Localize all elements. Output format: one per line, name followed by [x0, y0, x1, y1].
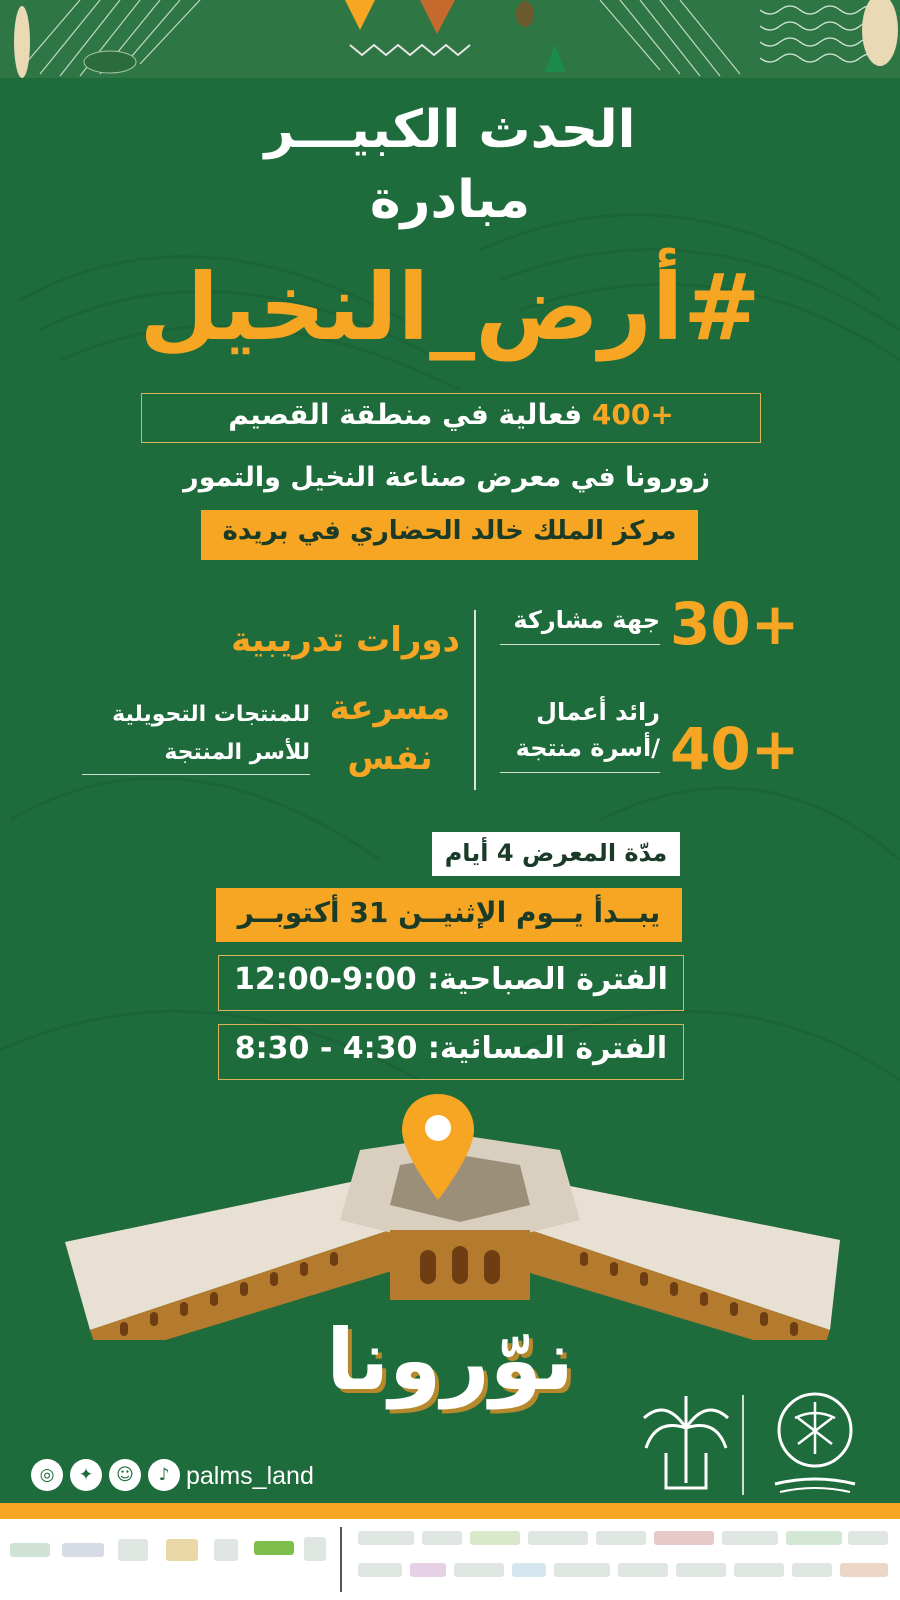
sponsor-logo	[454, 1563, 504, 1577]
sponsor-logo	[214, 1539, 238, 1561]
accelerator-desc-1: للمنتجات التحويلية	[112, 702, 310, 727]
qassim-emirate-logo	[760, 1388, 870, 1500]
entrepreneurs-number: 40+	[670, 715, 800, 783]
sponsor-logo	[840, 1563, 888, 1577]
training-courses: دورات تدريبية	[231, 620, 460, 660]
morning-text: الفترة الصباحية: 9:00-12:00	[234, 962, 668, 997]
venue-text: مركز الملك خالد الحضاري في بريدة	[222, 516, 677, 546]
cta-title: نوّرونا	[326, 1311, 574, 1409]
sponsor-logo	[512, 1563, 546, 1577]
sponsor-logo	[676, 1563, 726, 1577]
snapchat-icon[interactable]: ☺	[109, 1459, 141, 1491]
participants-underline	[500, 644, 660, 645]
sponsor-logo	[118, 1539, 148, 1561]
events-count: +400	[591, 398, 674, 431]
entrepreneurs-label-1: رائد أعمال	[536, 698, 660, 726]
accelerator-desc-2: للأسر المنتجة	[164, 740, 310, 765]
headline-line-1: الحدث الكبيـــر	[264, 100, 636, 160]
sponsor-logo	[554, 1563, 610, 1577]
sponsor-logo	[792, 1563, 832, 1577]
sponsor-logo	[734, 1563, 784, 1577]
location-pin-icon	[400, 1092, 476, 1204]
duration-text: مدّة المعرض 4 أيام	[444, 839, 668, 867]
tiktok-icon[interactable]: ♪	[148, 1459, 180, 1491]
sponsor-logo	[166, 1539, 198, 1561]
sponsor-logo	[358, 1563, 402, 1577]
sponsor-logo	[254, 1541, 294, 1555]
accelerator-underline	[82, 774, 310, 775]
stats-divider	[474, 610, 476, 790]
participants-label: جهة مشاركة	[513, 606, 660, 634]
sponsors-divider	[340, 1527, 342, 1592]
visit-text: زورونا في معرض صناعة النخيل والتمور	[183, 462, 710, 493]
sponsor-logo	[410, 1563, 446, 1577]
social-handle[interactable]: palms_land	[186, 1462, 314, 1490]
twitter-icon[interactable]: ✦	[70, 1459, 102, 1491]
headline-line-2: مبادرة	[369, 170, 531, 230]
entrepreneurs-underline	[500, 772, 660, 773]
instagram-icon[interactable]: ◎	[31, 1459, 63, 1491]
sponsor-logo	[358, 1531, 414, 1545]
sponsor-logo	[62, 1543, 104, 1557]
sponsor-logo	[528, 1531, 588, 1545]
sponsor-logo	[848, 1531, 888, 1545]
sponsors-footer	[0, 1519, 900, 1600]
top-decoration	[0, 0, 900, 78]
footer-category-bar	[0, 1503, 900, 1519]
entrepreneurs-label-2: /أسرة منتجة	[515, 734, 660, 762]
sponsor-logo	[304, 1537, 326, 1561]
logo-divider	[742, 1395, 744, 1495]
sponsor-logo	[722, 1531, 778, 1545]
events-text	[141, 398, 761, 431]
sponsor-logo	[786, 1531, 842, 1545]
accelerator-title-1: مسرعة	[329, 688, 451, 728]
sponsor-logo	[596, 1531, 646, 1545]
sponsor-logo	[10, 1543, 50, 1557]
evening-text: الفترة المسائية: 4:30 - 8:30	[234, 1031, 668, 1066]
sponsor-logo	[470, 1531, 520, 1545]
events-label: فعالية في منطقة القصيم	[228, 398, 583, 431]
sponsor-logo	[422, 1531, 462, 1545]
sponsor-logo	[618, 1563, 668, 1577]
hashtag-title: #أرض_النخيل	[139, 254, 761, 361]
palms-land-logo	[636, 1388, 736, 1498]
start-date-text: يبــدأ يــوم الإثنيــن 31 أكتوبــر	[237, 896, 661, 929]
participants-number: 30+	[670, 590, 800, 658]
accelerator-title-2: نفس	[347, 738, 433, 778]
sponsor-logo	[654, 1531, 714, 1545]
